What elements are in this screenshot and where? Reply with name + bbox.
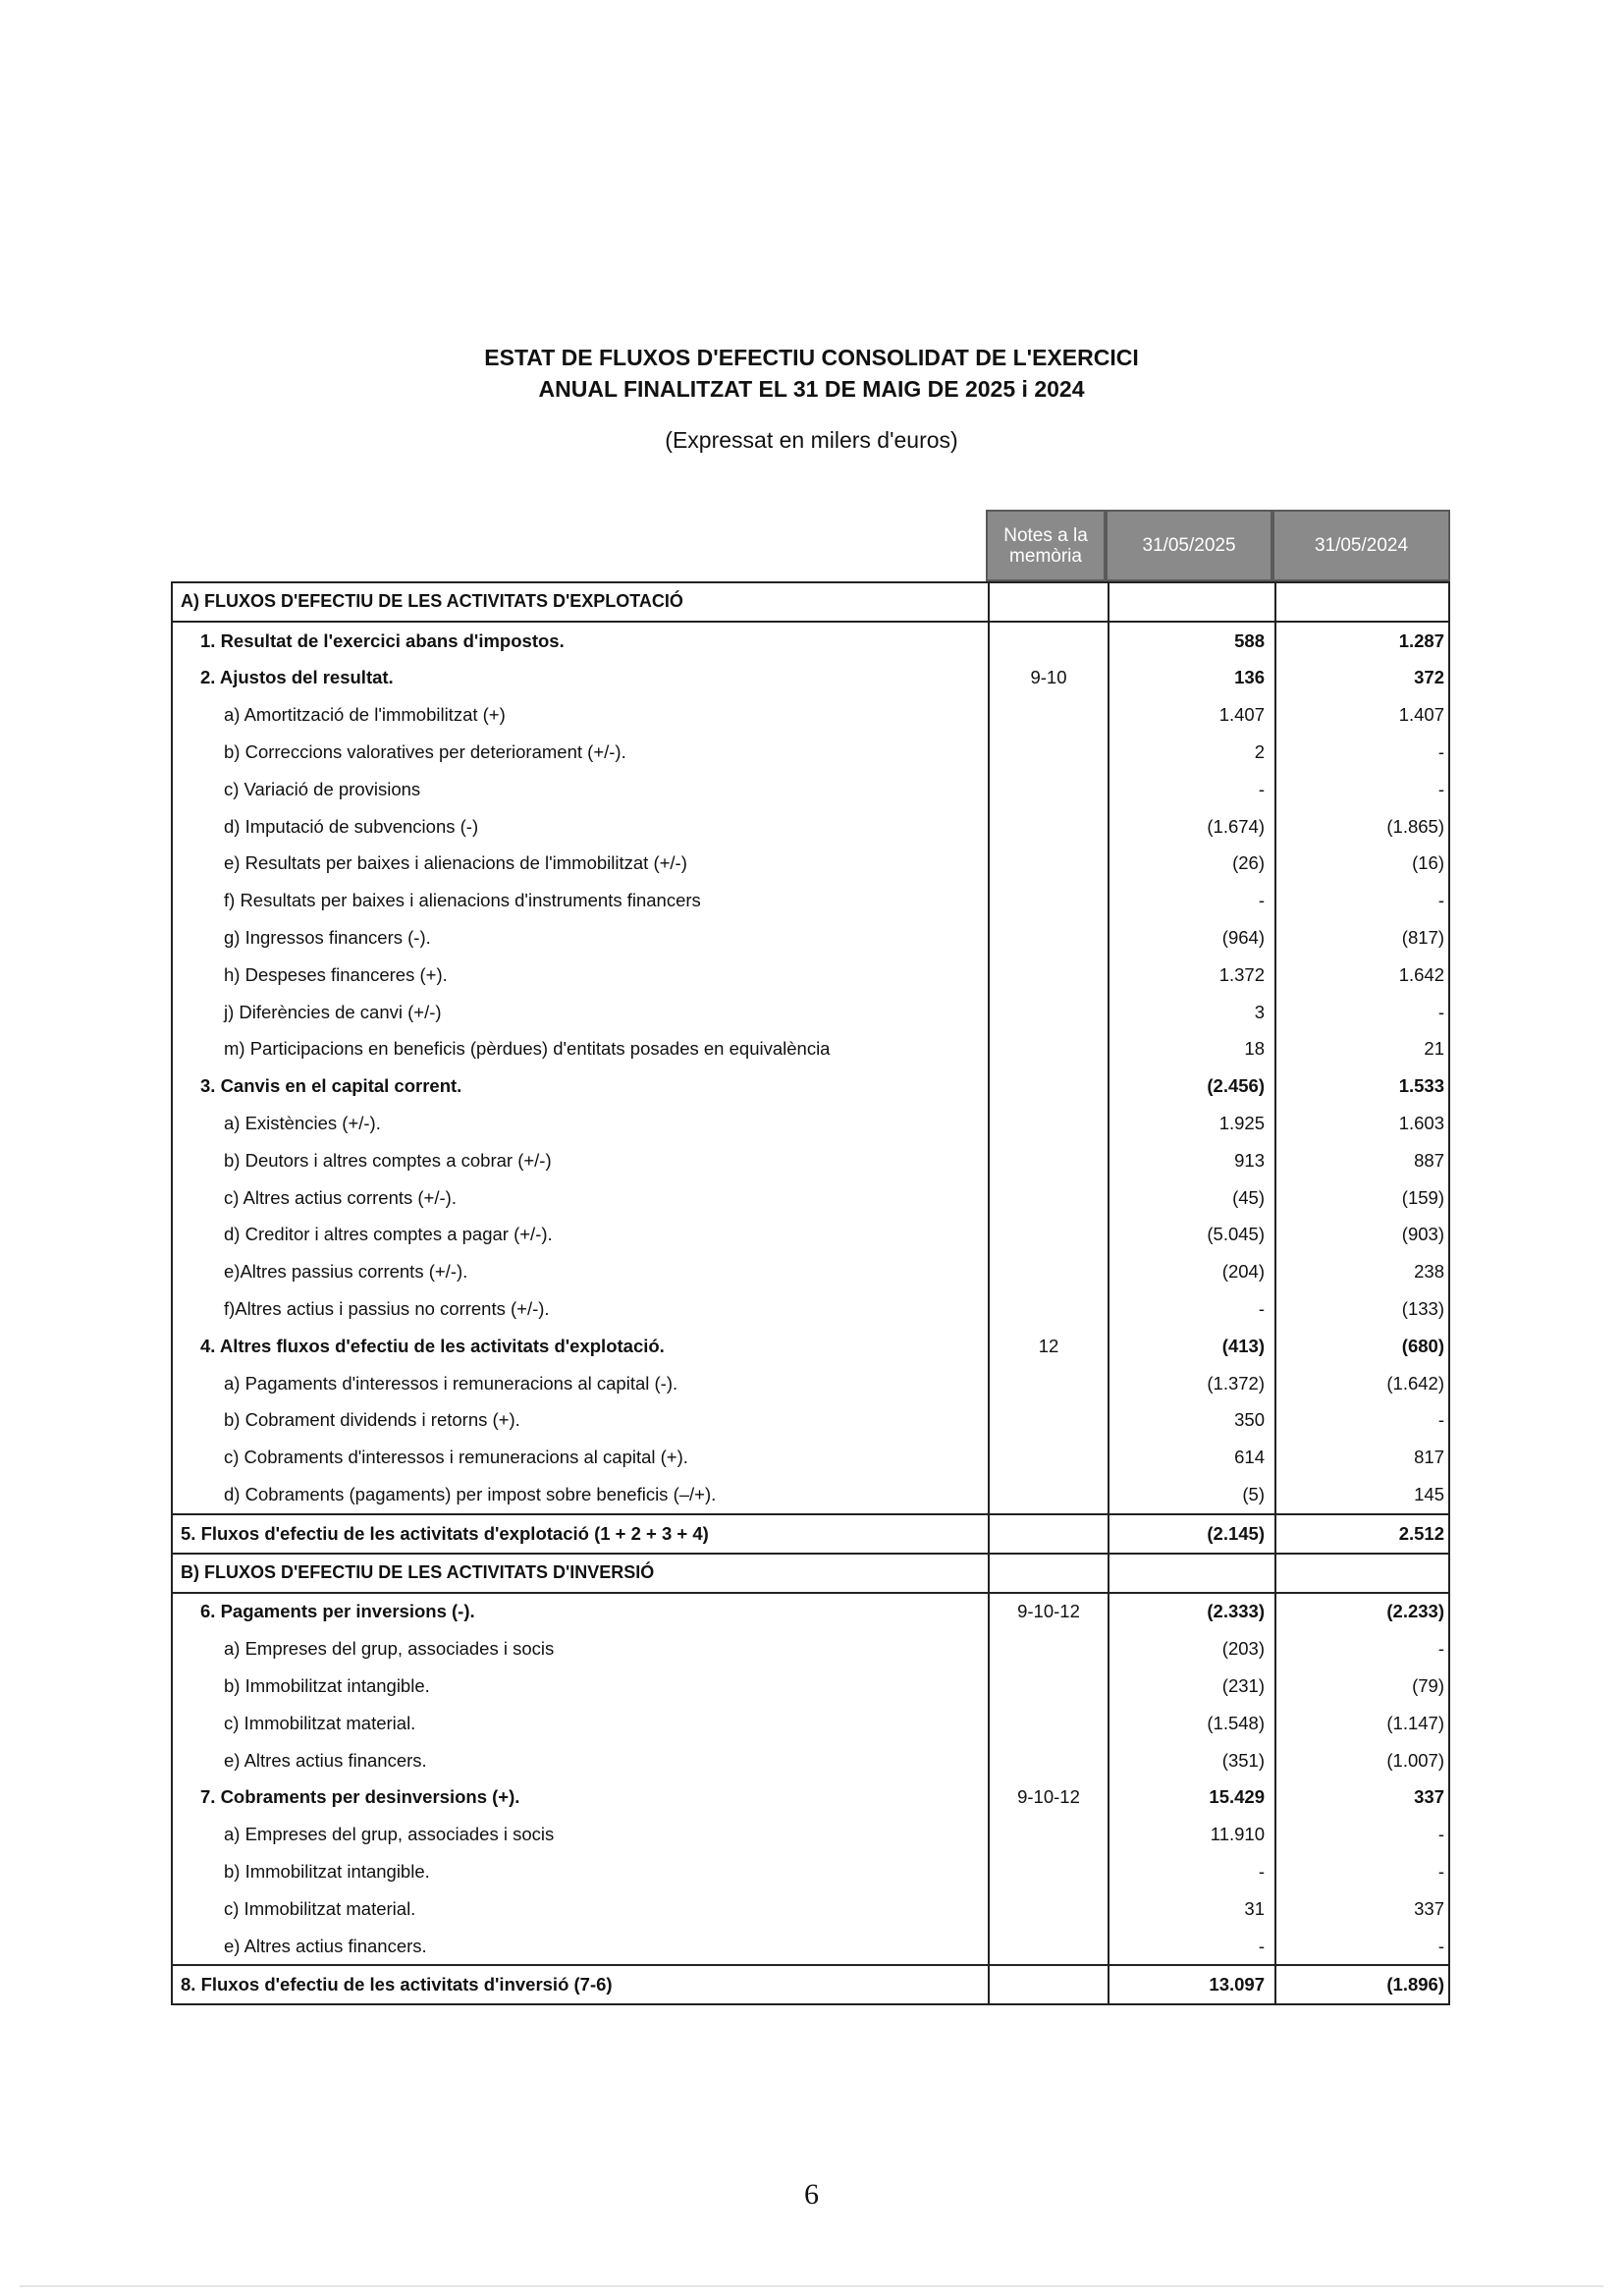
table-row	[173, 1779, 1448, 1817]
row-value-2024: (159)	[1274, 1179, 1452, 1217]
row-description: 5. Fluxos d'efectiu de les activitats d'explotació (1 + 2 + 3 + 4)	[181, 1522, 709, 1544]
row-value-2025: 614	[1108, 1439, 1274, 1476]
row-description: b) Immobilitzat intangible.	[224, 1860, 430, 1882]
row-value-2024: -	[1274, 1816, 1452, 1853]
row-value-2025: -	[1108, 882, 1274, 919]
header-year-2025: 31/05/2025	[1106, 510, 1272, 581]
row-value-2024: (133)	[1274, 1290, 1452, 1328]
row-note	[988, 846, 1108, 883]
row-description: e) Altres actius financers.	[224, 1749, 427, 1771]
row-description: 2. Ajustos del resultat.	[200, 667, 394, 688]
row-value-2024: 817	[1274, 1439, 1452, 1476]
row-description: 6. Pagaments per inversions (-).	[200, 1601, 475, 1622]
row-value-2025: 15.429	[1108, 1779, 1274, 1817]
row-description: 1. Resultat de l'exercici abans d'impostos.	[200, 629, 565, 651]
row-value-2025: -	[1108, 771, 1274, 808]
section-row	[173, 581, 1448, 621]
row-description: g) Ingressos financers (-).	[224, 927, 431, 949]
table-row	[173, 957, 1448, 994]
row-value-2024: -	[1274, 1630, 1452, 1667]
row-note	[988, 1402, 1108, 1440]
row-value-2024: 21	[1274, 1031, 1452, 1068]
table-row	[173, 846, 1448, 883]
row-note	[988, 1290, 1108, 1328]
row-description: d) Creditor i altres comptes a pagar (+/-).	[224, 1224, 553, 1245]
row-note	[988, 1667, 1108, 1705]
row-value-2024: 238	[1274, 1253, 1452, 1290]
row-description: j) Diferències de canvi (+/-)	[224, 1001, 442, 1022]
row-note	[988, 1630, 1108, 1667]
row-value-2024: (16)	[1274, 846, 1452, 883]
row-value-2024: 1.407	[1274, 696, 1452, 734]
row-value-2025: (45)	[1108, 1179, 1274, 1217]
row-value-2024: -	[1274, 771, 1452, 808]
section-row	[173, 1553, 1448, 1592]
row-note	[988, 1179, 1108, 1217]
total-row	[173, 1513, 1448, 1553]
row-description: b) Cobrament dividends i retorns (+).	[224, 1409, 520, 1431]
row-note: 12	[988, 1328, 1108, 1365]
row-value-2025: (1.548)	[1108, 1705, 1274, 1742]
row-description: b) Correccions valoratives per deteriorament (+/-).	[224, 741, 626, 763]
row-note	[988, 994, 1108, 1031]
row-value-2024: (817)	[1274, 919, 1452, 957]
row-value-2025: (5)	[1108, 1476, 1274, 1513]
header-year-2024: 31/05/2024	[1272, 510, 1450, 581]
table-row	[173, 994, 1448, 1031]
row-value-2025: -	[1108, 1290, 1274, 1328]
table-row	[173, 660, 1448, 697]
row-description: e) Resultats per baixes i alienacions de l'immobilitzat (+/-)	[224, 852, 687, 874]
table-row	[173, 1290, 1448, 1328]
row-value-2024: -	[1274, 1402, 1452, 1440]
table-row	[173, 1705, 1448, 1742]
row-note	[988, 1439, 1108, 1476]
table-row	[173, 734, 1448, 771]
row-value-2024: 1.287	[1274, 623, 1452, 660]
row-value-2024: (1.865)	[1274, 808, 1452, 846]
table-row	[173, 1253, 1448, 1290]
row-value-2025: 1.372	[1108, 957, 1274, 994]
total-row	[173, 1964, 1448, 2003]
row-value-2025: 31	[1108, 1890, 1274, 1928]
row-value-2025: (351)	[1108, 1742, 1274, 1779]
row-value-2025: (2.456)	[1108, 1067, 1274, 1105]
row-description: a) Amortització de l'immobilitzat (+)	[224, 704, 506, 726]
row-value-2025: (1.372)	[1108, 1365, 1274, 1402]
table-row	[173, 1328, 1448, 1365]
row-description: a) Empreses del grup, associades i socis	[224, 1824, 555, 1845]
row-note	[988, 919, 1108, 957]
row-value-2024: 1.642	[1274, 957, 1452, 994]
title-line-2: ANUAL FINALITZAT EL 31 DE MAIG DE 2025 i 2024	[538, 376, 1085, 402]
row-value-2024: (1.642)	[1274, 1365, 1452, 1402]
table-row	[173, 696, 1448, 734]
row-note: 9-10-12	[988, 1779, 1108, 1817]
row-value-2024: (2.233)	[1274, 1594, 1452, 1631]
row-note	[988, 1890, 1108, 1928]
row-value-2025: 136	[1108, 660, 1274, 697]
row-description: e)Altres passius corrents (+/-).	[224, 1261, 468, 1283]
row-description: A) FLUXOS D'EFECTIU DE LES ACTIVITATS D'EXPLOTACIÓ	[181, 591, 683, 612]
header-notes: Notes a la memòria	[986, 510, 1106, 581]
table-row	[173, 919, 1448, 957]
row-value-2025: (2.145)	[1108, 1515, 1274, 1553]
table-body	[171, 581, 1450, 2005]
row-description: a) Pagaments d'interessos i remuneracions al capital (-).	[224, 1372, 678, 1394]
row-value-2025: 18	[1108, 1031, 1274, 1068]
row-value-2024: (1.896)	[1274, 1966, 1452, 2003]
document-subtitle: (Expressat en milers d'euros)	[665, 427, 958, 453]
bottom-divider	[20, 2285, 1603, 2287]
row-description: f)Altres actius i passius no corrents (+/-).	[224, 1298, 550, 1320]
row-value-2025: 13.097	[1108, 1966, 1274, 2003]
row-value-2024	[1274, 583, 1452, 621]
row-value-2024: 2.512	[1274, 1515, 1452, 1553]
row-value-2025: -	[1108, 1928, 1274, 1965]
row-value-2024: -	[1274, 734, 1452, 771]
row-value-2025: 11.910	[1108, 1816, 1274, 1853]
table-row	[173, 1592, 1448, 1631]
table-row	[173, 621, 1448, 660]
row-value-2025: 588	[1108, 623, 1274, 660]
row-value-2024: 372	[1274, 660, 1452, 697]
row-value-2024: 337	[1274, 1779, 1452, 1817]
page-number: 6	[804, 2178, 819, 2211]
row-value-2024: 1.603	[1274, 1105, 1452, 1142]
row-value-2024: -	[1274, 882, 1452, 919]
row-note: 9-10-12	[988, 1594, 1108, 1631]
row-value-2024: 887	[1274, 1142, 1452, 1179]
row-note	[988, 734, 1108, 771]
table-row	[173, 1402, 1448, 1440]
table-row	[173, 1630, 1448, 1667]
row-value-2025: 3	[1108, 994, 1274, 1031]
row-description: c) Immobilitzat material.	[224, 1712, 416, 1733]
row-value-2025: (231)	[1108, 1667, 1274, 1705]
row-value-2025: (203)	[1108, 1630, 1274, 1667]
table-row	[173, 1476, 1448, 1513]
cash-flow-table	[171, 510, 1450, 2005]
row-description: 7. Cobraments per desinversions (+).	[200, 1786, 520, 1808]
row-description: e) Altres actius financers.	[224, 1935, 427, 1956]
row-note	[988, 1816, 1108, 1853]
row-note	[988, 1476, 1108, 1513]
row-description: a) Existències (+/-).	[224, 1113, 381, 1134]
row-note	[988, 1217, 1108, 1254]
document-title	[0, 342, 1623, 405]
row-note	[988, 1253, 1108, 1290]
row-note	[988, 1966, 1108, 2003]
row-note	[988, 1742, 1108, 1779]
row-description: 8. Fluxos d'efectiu de les activitats d'inversió (7-6)	[181, 1974, 613, 1995]
table-row	[173, 1217, 1448, 1254]
row-value-2025: (964)	[1108, 919, 1274, 957]
title-line-1: ESTAT DE FLUXOS D'EFECTIU CONSOLIDAT DE L'EXERCICI	[484, 345, 1139, 370]
row-note	[988, 1067, 1108, 1105]
table-row	[173, 1439, 1448, 1476]
row-value-2025: (413)	[1108, 1328, 1274, 1365]
table-row	[173, 882, 1448, 919]
table-row	[173, 808, 1448, 846]
row-value-2025	[1108, 1555, 1274, 1592]
row-description: m) Participacions en beneficis (pèrdues) d'entitats posades en equivalència	[224, 1038, 831, 1060]
row-note	[988, 1853, 1108, 1890]
row-description: c) Cobraments d'interessos i remuneracions al capital (+).	[224, 1447, 688, 1468]
row-value-2025: 2	[1108, 734, 1274, 771]
row-value-2024: -	[1274, 994, 1452, 1031]
row-value-2025: 350	[1108, 1402, 1274, 1440]
row-description: h) Despeses financeres (+).	[224, 963, 448, 985]
row-description: f) Resultats per baixes i alienacions d'instruments financers	[224, 890, 701, 911]
row-description: 3. Canvis en el capital corrent.	[200, 1075, 462, 1097]
row-value-2024: -	[1274, 1853, 1452, 1890]
table-row	[173, 1742, 1448, 1779]
row-value-2025: 913	[1108, 1142, 1274, 1179]
row-note	[988, 808, 1108, 846]
row-value-2024: (79)	[1274, 1667, 1452, 1705]
row-value-2024: -	[1274, 1928, 1452, 1965]
row-note	[988, 1705, 1108, 1742]
row-value-2024: 1.533	[1274, 1067, 1452, 1105]
table-row	[173, 1365, 1448, 1402]
table-row	[173, 1142, 1448, 1179]
row-note	[988, 957, 1108, 994]
row-description: c) Variació de provisions	[224, 778, 421, 799]
table-row	[173, 771, 1448, 808]
row-value-2025: 1.925	[1108, 1105, 1274, 1142]
row-value-2025: (26)	[1108, 846, 1274, 883]
table-row	[173, 1179, 1448, 1217]
table-row	[173, 1067, 1448, 1105]
row-note	[988, 1105, 1108, 1142]
row-value-2024: (1.147)	[1274, 1705, 1452, 1742]
row-description: a) Empreses del grup, associades i socis	[224, 1638, 555, 1660]
row-value-2025: (1.674)	[1108, 808, 1274, 846]
row-note	[988, 623, 1108, 660]
table-row	[173, 1928, 1448, 1965]
row-description: c) Altres actius corrents (+/-).	[224, 1186, 457, 1208]
table-row	[173, 1105, 1448, 1142]
table-row	[173, 1031, 1448, 1068]
row-value-2025: -	[1108, 1853, 1274, 1890]
row-note	[988, 1928, 1108, 1965]
row-note	[988, 1031, 1108, 1068]
row-note	[988, 583, 1108, 621]
row-value-2024	[1274, 1555, 1452, 1592]
row-description: B) FLUXOS D'EFECTIU DE LES ACTIVITATS D'INVERSIÓ	[181, 1562, 655, 1583]
row-description: 4. Altres fluxos d'efectiu de les activitats d'explotació.	[200, 1335, 665, 1356]
row-description: b) Immobilitzat intangible.	[224, 1675, 430, 1696]
row-value-2025: (5.045)	[1108, 1217, 1274, 1254]
row-value-2024: 337	[1274, 1890, 1452, 1928]
row-value-2025: 1.407	[1108, 696, 1274, 734]
row-note	[988, 1142, 1108, 1179]
row-value-2024: (1.007)	[1274, 1742, 1452, 1779]
row-value-2024: (903)	[1274, 1217, 1452, 1254]
row-value-2025: (204)	[1108, 1253, 1274, 1290]
table-row	[173, 1853, 1448, 1890]
row-note: 9-10	[988, 660, 1108, 697]
row-value-2025	[1108, 583, 1274, 621]
table-header	[171, 510, 1450, 581]
row-description: c) Immobilitzat material.	[224, 1897, 416, 1919]
row-note	[988, 882, 1108, 919]
row-note	[988, 696, 1108, 734]
row-note	[988, 1555, 1108, 1592]
row-description: d) Imputació de subvencions (-)	[224, 815, 479, 837]
row-value-2025: (2.333)	[1108, 1594, 1274, 1631]
table-row	[173, 1667, 1448, 1705]
row-description: b) Deutors i altres comptes a cobrar (+/-)	[224, 1149, 552, 1171]
table-row	[173, 1816, 1448, 1853]
row-note	[988, 1365, 1108, 1402]
row-note	[988, 1515, 1108, 1553]
row-value-2024: 145	[1274, 1476, 1452, 1513]
table-row	[173, 1890, 1448, 1928]
row-value-2024: (680)	[1274, 1328, 1452, 1365]
row-description: d) Cobraments (pagaments) per impost sobre beneficis (–/+).	[224, 1484, 717, 1505]
row-note	[988, 771, 1108, 808]
